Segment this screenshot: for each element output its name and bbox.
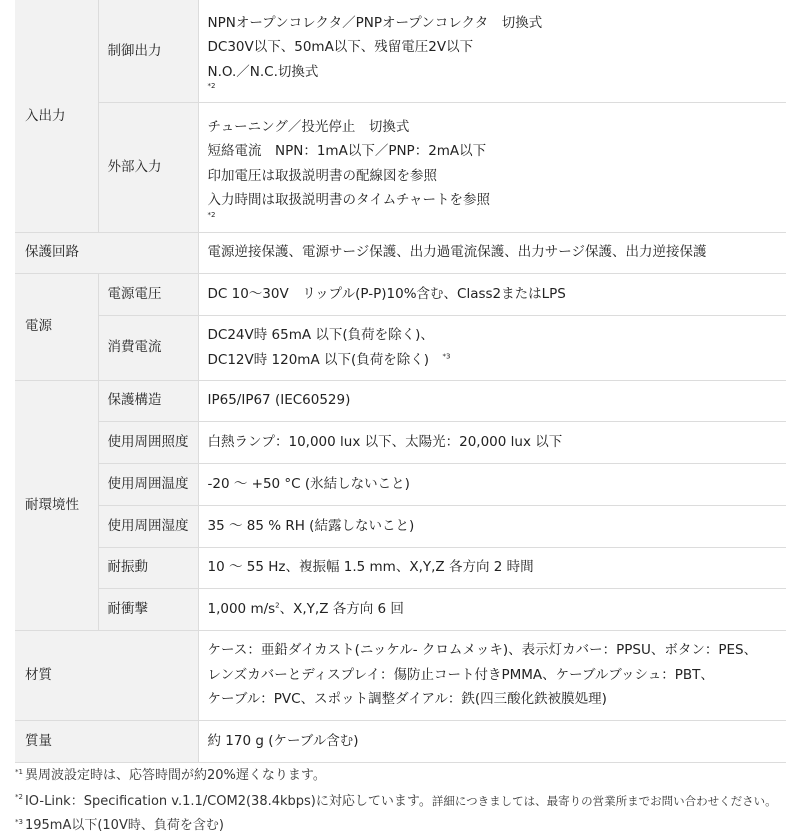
- row-mass: [15, 720, 786, 762]
- external-input-line: 入力時間は取扱説明書のタイムチャートを参照: [207, 192, 491, 208]
- label-ambient-temperature: 使用周囲温度: [98, 463, 198, 505]
- shock-value-post: 、X,Y,Z 各方向 6 回: [279, 600, 404, 617]
- value-control-output: [198, 0, 786, 102]
- row-material: [15, 630, 786, 720]
- external-input-line: チューニング／投光停止 切換式: [207, 118, 410, 135]
- external-input-line: 印加電圧は取扱説明書の配線図を参照: [207, 167, 437, 184]
- label-shock: 耐衝撃: [98, 588, 198, 630]
- value-supply-voltage: DC 10～30V リップル(P-P)10%含む、Class2またはLPS: [198, 273, 786, 315]
- label-supply-voltage: 電源電圧: [98, 273, 198, 315]
- current-line-1: DC24V時 65mA 以下(負荷を除く)、: [207, 327, 434, 343]
- value-ambient-illuminance: 白熱ランプ：10,000 lux 以下、太陽光：20,000 lux 以下: [198, 421, 786, 463]
- row-current-consumption: [15, 315, 786, 380]
- label-ambient-illuminance: 使用周囲照度: [98, 421, 198, 463]
- footnote-3: [15, 814, 800, 839]
- row-protection-circuit: [15, 232, 786, 273]
- current-line-2: [208, 348, 779, 373]
- spec-table: [15, 0, 786, 763]
- value-vibration: 10 ～ 55 Hz、複振幅 1.5 mm、X,Y,Z 各方向 2 時間: [198, 547, 786, 588]
- value-ambient-humidity: 35 ～ 85 % RH (結露しないこと): [198, 505, 786, 547]
- footnote-text: 195mA以下(10V時、負荷を含む): [24, 818, 224, 833]
- footnote-mark: *2: [207, 210, 216, 219]
- row-ambient-temperature: [15, 463, 786, 505]
- footnote-text-small: 詳細につきましては、最寄りの営業所までお問い合わせください。: [431, 793, 777, 808]
- external-input-line: 短絡電流 NPN：1mA以下／PNP：2mA以下: [207, 143, 487, 159]
- category-io: 入出力: [15, 0, 98, 232]
- footnotes: [15, 764, 800, 839]
- shock-unit-exponent: 2: [275, 601, 280, 610]
- value-current-consumption: [198, 315, 786, 380]
- current-line-2-text: DC12V時 120mA 以下(負荷を除く): [207, 351, 430, 368]
- control-output-line: NPNオープンコレクタ／PNPオープンコレクタ 切換式: [207, 14, 543, 31]
- row-ambient-illuminance: [15, 421, 786, 463]
- footnote-ref: *3: [15, 817, 23, 826]
- value-external-input: [198, 102, 786, 232]
- row-vibration: [15, 547, 786, 588]
- label-current-consumption: 消費電流: [98, 315, 198, 380]
- value-protection-circuit: 電源逆接保護、電源サージ保護、出力過電流保護、出力サージ保護、出力逆接保護: [198, 232, 786, 273]
- label-external-input: 外部入力: [98, 102, 198, 232]
- value-protection-structure: IP65/IP67 (IEC60529): [198, 380, 786, 421]
- label-control-output: 制御出力: [98, 0, 198, 102]
- row-supply-voltage: [15, 273, 786, 315]
- footnote-2: [15, 789, 800, 815]
- row-control-output: [15, 0, 786, 102]
- footnote-ref: *2: [15, 793, 23, 802]
- value-mass: 約 170 g (ケーブル含む): [198, 720, 786, 762]
- material-line: ケース：亜鉛ダイカスト(ニッケル- クロムメッキ)、表示灯カバー：PPSU、ボタン：PES、: [207, 642, 758, 659]
- footnote-text: 異周波設定時は、応答時間が約20%遅くなります。: [24, 768, 326, 783]
- value-material: [198, 630, 786, 720]
- category-material: 材質: [15, 630, 198, 720]
- shock-value-pre: 1,000 m/s: [207, 600, 276, 617]
- category-environment: 耐環境性: [15, 380, 98, 630]
- row-external-input: [15, 102, 786, 232]
- footnote-mark: *3: [442, 352, 451, 360]
- row-shock: [15, 588, 786, 630]
- label-ambient-humidity: 使用周囲湿度: [98, 505, 198, 547]
- category-power: 電源: [15, 273, 98, 380]
- material-line: レンズカバーとディスプレイ：傷防止コート付きPMMA、ケーブルブッシュ：PBT、: [207, 666, 714, 683]
- footnote-1: [15, 764, 800, 789]
- label-vibration: 耐振動: [98, 547, 198, 588]
- label-protection-structure: 保護構造: [98, 380, 198, 421]
- category-mass: 質量: [15, 720, 198, 762]
- control-output-line: DC30V以下、50mA以下、残留電圧2V以下: [207, 39, 474, 55]
- material-line: ケーブル：PVC、スポット調整ダイアル：鉄(四三酸化鉄被膜処理): [207, 691, 607, 708]
- category-protection-circuit: 保護回路: [15, 232, 198, 273]
- value-shock: [198, 588, 786, 630]
- value-ambient-temperature: -20 ～ +50 °C (氷結しないこと): [198, 463, 786, 505]
- row-ambient-humidity: [15, 505, 786, 547]
- control-output-line: N.O.／N.C.切換式: [207, 63, 319, 80]
- row-protection-structure: [15, 380, 786, 421]
- footnote-mark: *2: [207, 82, 216, 90]
- footnote-ref: *1: [15, 767, 23, 776]
- footnote-text: IO-Link：Specification v.1.1/COM2(38.4kbps)に対応しています。: [24, 793, 432, 809]
